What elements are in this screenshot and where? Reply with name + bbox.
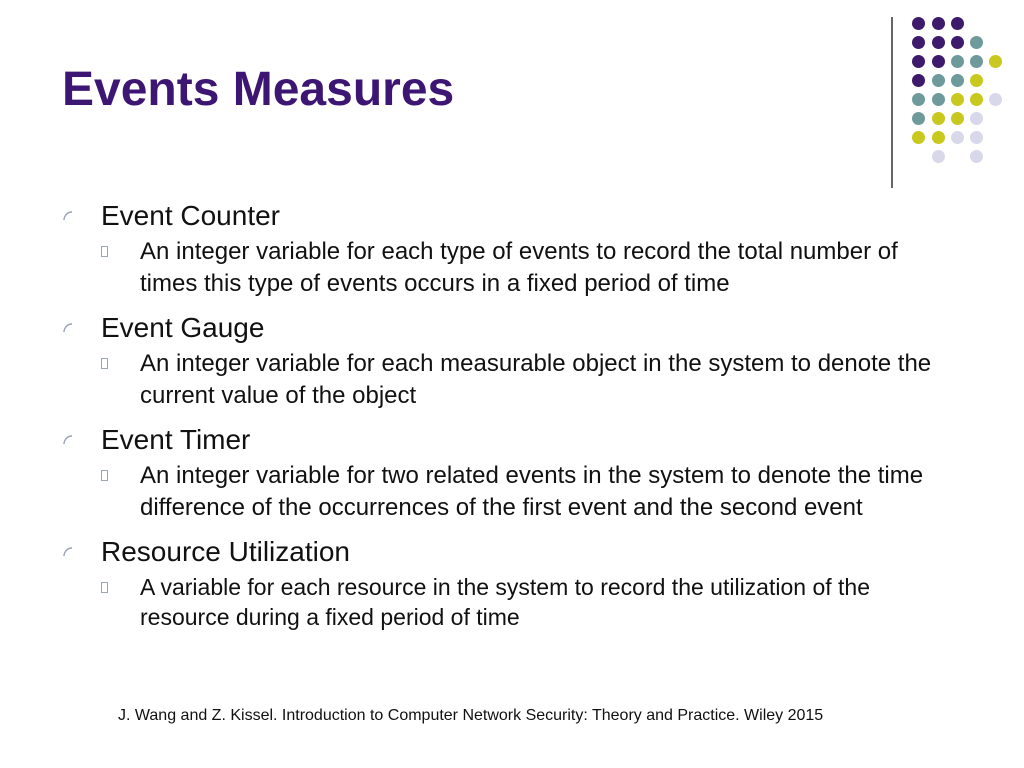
decorative-dot	[932, 131, 945, 144]
list-item	[58, 310, 978, 412]
item-detail: A variable for each resource in the system to record the utilization of the resource during a fixed period of time	[140, 574, 870, 630]
bullet-level-1	[58, 198, 978, 234]
decorative-dot	[951, 17, 964, 30]
decorative-dot	[932, 17, 945, 30]
decorative-dot	[970, 150, 983, 163]
list-item	[58, 198, 978, 300]
slide-title: Events Measures	[62, 63, 455, 116]
decorative-dot	[951, 36, 964, 49]
item-detail: An integer variable for each type of events to record the total number of times this type of events occurs in a fixed period of time	[140, 238, 898, 297]
vertical-divider	[891, 17, 893, 188]
item-heading: Event Counter	[101, 200, 280, 231]
bullet-level-2	[58, 236, 940, 300]
decorative-dot	[912, 36, 925, 49]
decorative-dot	[970, 55, 983, 68]
bullet-level-1	[58, 422, 978, 458]
arc-bullet-icon	[62, 322, 74, 334]
decorative-dot	[932, 74, 945, 87]
item-heading: Event Gauge	[101, 312, 265, 343]
decorative-dot	[912, 74, 925, 87]
square-bullet-icon	[101, 246, 108, 257]
item-heading: Event Timer	[101, 424, 251, 455]
decorative-dot	[912, 112, 925, 125]
arc-bullet-icon	[62, 434, 74, 446]
decorative-dot	[970, 131, 983, 144]
decorative-dot	[912, 93, 925, 106]
decorative-dot	[951, 112, 964, 125]
decorative-dot	[989, 55, 1002, 68]
decorative-dot	[912, 55, 925, 68]
arc-bullet-icon	[62, 210, 74, 222]
item-detail: An integer variable for two related events in the system to denote the time difference of the occurrences of the first event and the second event	[140, 462, 924, 521]
decorative-dot	[989, 93, 1002, 106]
decorative-dot	[932, 112, 945, 125]
citation: J. Wang and Z. Kissel. Introduction to Computer Network Security: Theory and Practice. Wiley 2015	[118, 707, 824, 724]
decorative-dot	[970, 74, 983, 87]
decorative-dot	[970, 112, 983, 125]
decorative-dot	[951, 131, 964, 144]
bullet-list	[58, 198, 978, 642]
decorative-dot	[970, 36, 983, 49]
decorative-dot	[932, 55, 945, 68]
decorative-dot	[932, 93, 945, 106]
decorative-dot	[912, 131, 925, 144]
arc-bullet-icon	[62, 546, 74, 558]
bullet-level-2	[58, 348, 940, 412]
item-heading: Resource Utilization	[101, 536, 350, 567]
bullet-level-1	[58, 534, 978, 570]
bullet-level-2	[58, 460, 940, 524]
decorative-dot	[932, 36, 945, 49]
decorative-dot	[951, 74, 964, 87]
decorative-dot	[951, 93, 964, 106]
decorative-dot	[932, 150, 945, 163]
decorative-dot	[912, 17, 925, 30]
square-bullet-icon	[101, 470, 108, 481]
bullet-level-1	[58, 310, 978, 346]
item-detail: An integer variable for each measurable object in the system to denote the current value of the object	[140, 350, 932, 409]
list-item	[58, 534, 978, 632]
square-bullet-icon	[101, 358, 108, 369]
decorative-dot	[951, 55, 964, 68]
decorative-dot	[970, 93, 983, 106]
bullet-level-2	[58, 572, 940, 632]
square-bullet-icon	[101, 582, 108, 593]
list-item	[58, 422, 978, 524]
